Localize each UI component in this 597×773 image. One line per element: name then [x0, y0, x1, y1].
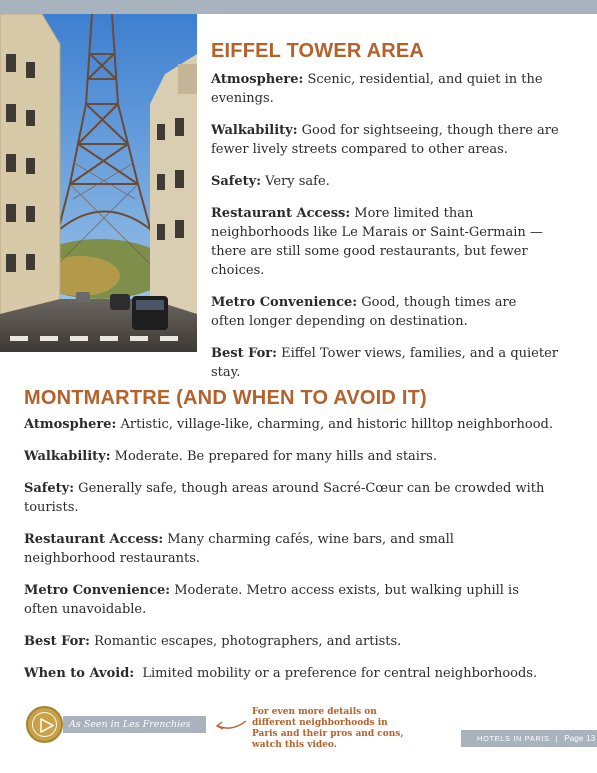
- montmartre-best-for: [24, 632, 584, 651]
- play-icon: [40, 718, 54, 733]
- montmartre-when-to-avoid: [24, 664, 584, 683]
- item-label: Restaurant Access:: [24, 532, 164, 547]
- item-text: Many charming cafés, wine bars, and small neighborhood restaurants.: [24, 532, 454, 566]
- item-text: Good for sightseeing, though there are fewer lively streets compared to other areas.: [211, 123, 559, 157]
- item-text: Good, though times are often longer depending on destination.: [211, 295, 517, 329]
- footer-separator: |: [555, 734, 559, 743]
- item-text: Moderate. Metro access exists, but walking uphill is often unavoidable.: [24, 583, 519, 617]
- item-label: Safety:: [24, 481, 75, 496]
- montmartre-walkability: [24, 447, 584, 466]
- section-title-montmartre: MONTMARTRE (AND WHEN TO AVOID IT): [24, 387, 427, 409]
- item-label: Atmosphere:: [211, 72, 304, 87]
- eiffel-safety: [211, 172, 581, 191]
- item-label: Walkability:: [24, 449, 111, 464]
- video-link-label[interactable]: As Seen in Les Frenchies Video: [63, 716, 206, 733]
- item-label: Atmosphere:: [24, 417, 117, 432]
- item-label: Walkability:: [211, 123, 298, 138]
- item-text: Scenic, residential, and quiet in the evenings.: [211, 72, 543, 106]
- item-label: Best For:: [24, 634, 90, 649]
- item-text: Very safe.: [261, 174, 330, 189]
- video-play-button[interactable]: [26, 706, 63, 743]
- section-eiffel-tower: [211, 40, 581, 395]
- montmartre-safety: [24, 479, 584, 517]
- item-label: Metro Convenience:: [24, 583, 171, 598]
- item-label: Restaurant Access:: [211, 206, 351, 221]
- item-text: More limited than neighborhoods like Le Marais or Saint-Germain — there are still some good restaurants, but fewer choices.: [211, 206, 543, 278]
- eiffel-walkability: [211, 121, 581, 159]
- montmartre-atmosphere: [24, 415, 584, 434]
- eiffel-restaurant-access: [211, 204, 581, 280]
- item-text: Moderate. Be prepared for many hills and stairs.: [110, 449, 437, 464]
- eiffel-tower-illustration: [0, 14, 197, 352]
- curved-arrow-icon: [214, 718, 248, 732]
- video-note: For even more details on different neighborhoods in Paris and their pros and cons, watch this video.: [252, 707, 404, 750]
- item-label: Metro Convenience:: [211, 295, 358, 310]
- montmartre-metro-convenience: [24, 581, 584, 619]
- item-label: When to Avoid:: [24, 666, 135, 681]
- montmartre-restaurant-access: [24, 530, 584, 568]
- item-label: Best For:: [211, 346, 277, 361]
- eiffel-best-for: [211, 344, 581, 382]
- eiffel-metro-convenience: [211, 293, 581, 331]
- footer-section-name: HOTELS IN PARIS: [477, 734, 550, 743]
- item-text: Artistic, village-like, charming, and historic hilltop neighborhood.: [116, 417, 553, 432]
- section-montmartre: [24, 387, 584, 696]
- page-footer-tag: [461, 730, 597, 747]
- item-label: Safety:: [211, 174, 262, 189]
- item-text: Generally safe, though areas around Sacré-Cœur can be crowded with tourists.: [24, 481, 545, 515]
- section-title-eiffel: EIFFEL TOWER AREA: [211, 40, 425, 62]
- item-text: Limited mobility or a preference for central neighborhoods.: [134, 666, 538, 681]
- top-bar: [0, 0, 597, 14]
- item-text: Eiffel Tower views, families, and a quieter stay.: [211, 346, 558, 380]
- item-text: Romantic escapes, photographers, and artists.: [89, 634, 402, 649]
- page-number: Page 13: [564, 734, 596, 743]
- eiffel-atmosphere: [211, 70, 581, 108]
- eiffel-tower-photo: [0, 14, 197, 352]
